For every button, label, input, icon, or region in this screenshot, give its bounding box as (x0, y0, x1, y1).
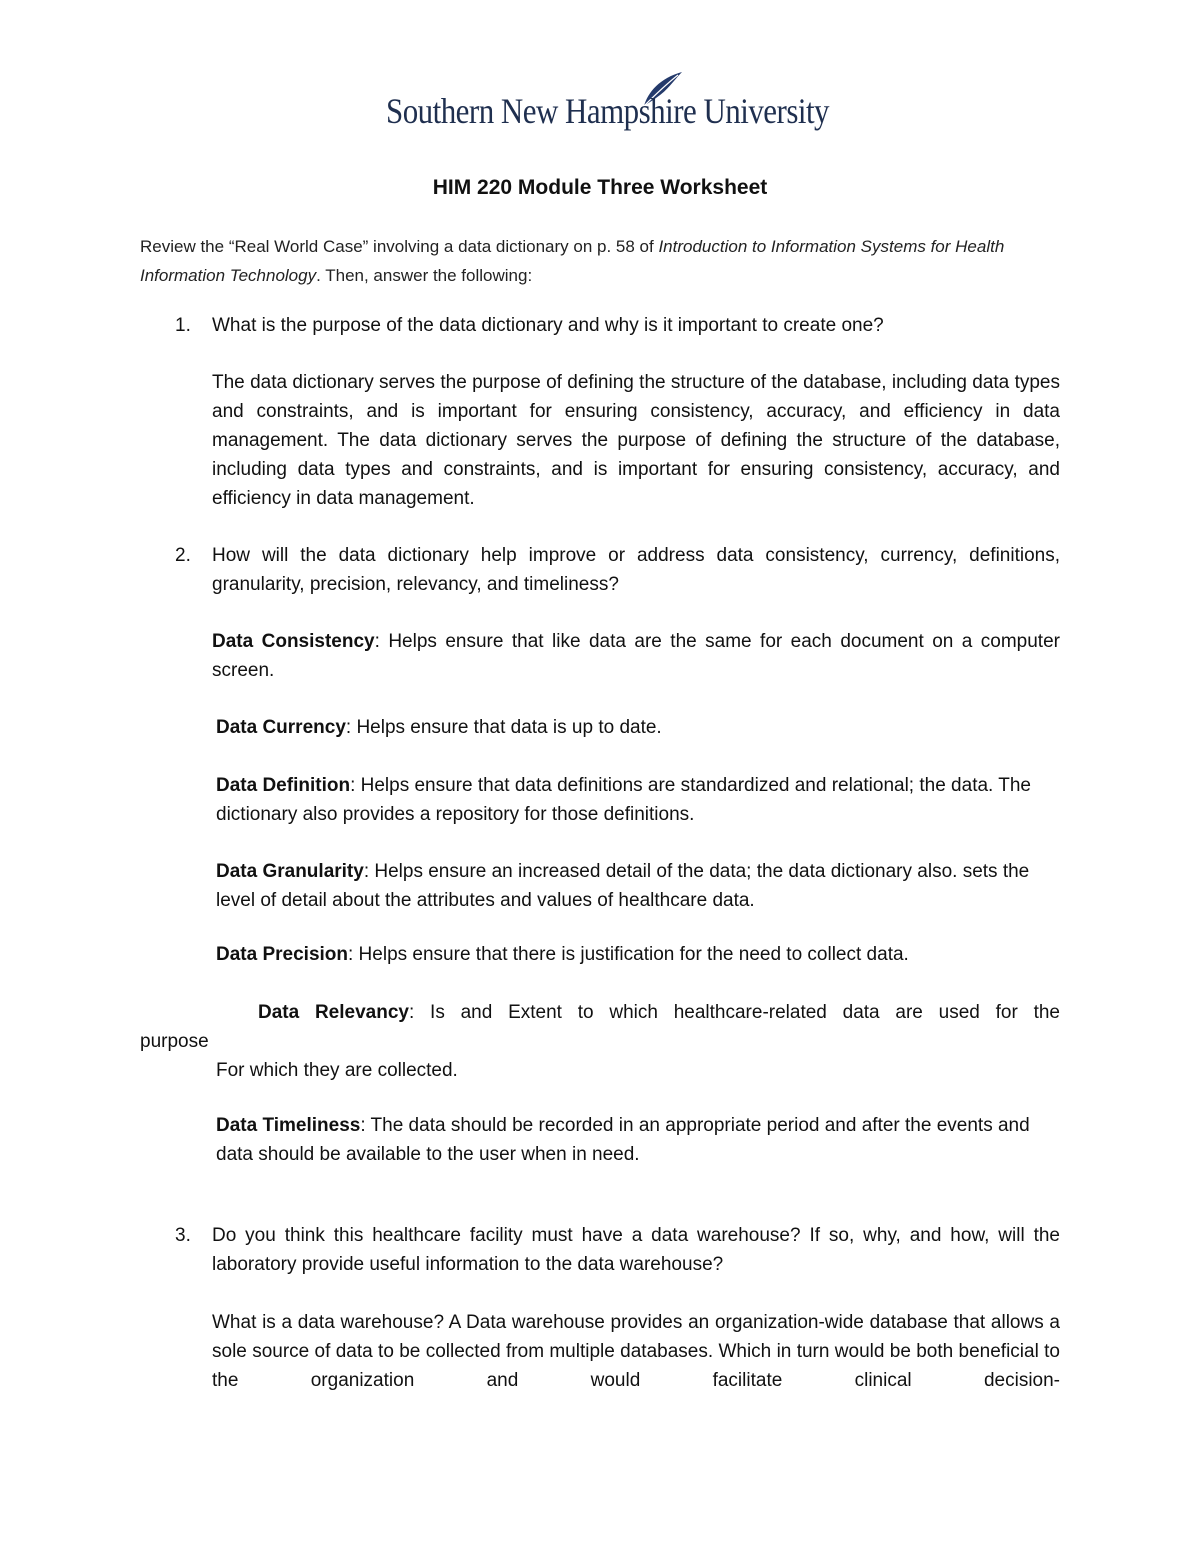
answer-3: What is a data warehouse? A Data warehouse provides an organization-wide database that allows a sole source of data to be collected from multiple databases. Which in turn would be both beneficial to the organization and would facilitate clinical decision- (212, 1312, 1060, 1391)
book-title: Introduction to Information Systems for Health Information Technology (140, 237, 1005, 285)
question-text: Do you think this healthcare facility must have a data warehouse? If so, why, and how, will the laboratory provide useful information to the data warehouse? (212, 1225, 1060, 1275)
term-label: Data Precision (216, 944, 348, 965)
question-text: What is the purpose of the data dictionary and why is it important to create one? (212, 315, 884, 336)
answer-timeliness (216, 1111, 1060, 1169)
answer-currency (216, 713, 1064, 742)
answer-relevancy (258, 998, 1060, 1027)
logo-wordmark: Southern New Hampshire University (386, 91, 829, 131)
question-1 (175, 311, 1060, 340)
relevancy-continuation: purpose (140, 1031, 209, 1052)
term-definition: : Helps ensure that like data are the same for each document on a computer screen. (212, 631, 1060, 681)
question-number: 1. (175, 315, 191, 336)
term-definition: : Helps ensure an increased detail of the data; the data dictionary also. sets the level of detail about the attributes and values of healthcare data. (216, 861, 1030, 911)
term-label: Data Relevancy (258, 1002, 409, 1023)
question-text: How will the data dictionary help improve or address data consistency, currency, definitions, granularity, precision, relevancy, and timeliness? (212, 545, 1060, 595)
relevancy-continuation-2: For which they are collected. (216, 1060, 458, 1081)
term-label: Data Consistency (212, 631, 375, 652)
answer-1: The data dictionary serves the purpose of defining the structure of the database, including data types and constraints, and is important for ensuring consistency, accuracy, and efficiency in data management. The data dictionary serves the purpose of defining the structure of the database, including data types and constraints, and is important for ensuring consistency, accuracy, and efficiency in data management. (212, 372, 1060, 509)
university-logo (386, 70, 829, 136)
term-definition: : Helps ensure that data definitions are standardized and relational; the data. The dictionary also provides a repository for those definitions. (216, 775, 1031, 825)
answer-granularity (216, 857, 1060, 915)
term-definition: : Is and Extent to which healthcare-related data are used for the (408, 1002, 1061, 1023)
answer-definition (216, 771, 1060, 829)
term-label: Data Currency (216, 717, 346, 738)
question-2 (175, 541, 1060, 599)
question-number: 2. (175, 545, 191, 566)
intro-text-2: . Then, answer the following: (316, 266, 533, 285)
term-label: Data Definition (216, 775, 351, 796)
answer-consistency (212, 627, 1060, 685)
intro-text-1: Review the “Real World Case” involving a data dictionary on p. 58 of (140, 237, 659, 256)
term-definition: : Helps ensure that data is up to date. (345, 717, 662, 738)
worksheet-title: HIM 220 Module Three Worksheet (432, 176, 768, 199)
term-definition: : Helps ensure that there is justification for the need to collect data. (348, 944, 909, 965)
term-label: Data Granularity (216, 861, 364, 882)
term-label: Data Timeliness (216, 1115, 361, 1136)
answer-precision (216, 940, 1060, 969)
question-3 (175, 1221, 1060, 1279)
question-number: 3. (175, 1225, 191, 1246)
intro-paragraph (140, 232, 1060, 290)
term-definition: : The data should be recorded in an appropriate period and after the events and data should be available to the user when in need. (216, 1115, 1030, 1165)
